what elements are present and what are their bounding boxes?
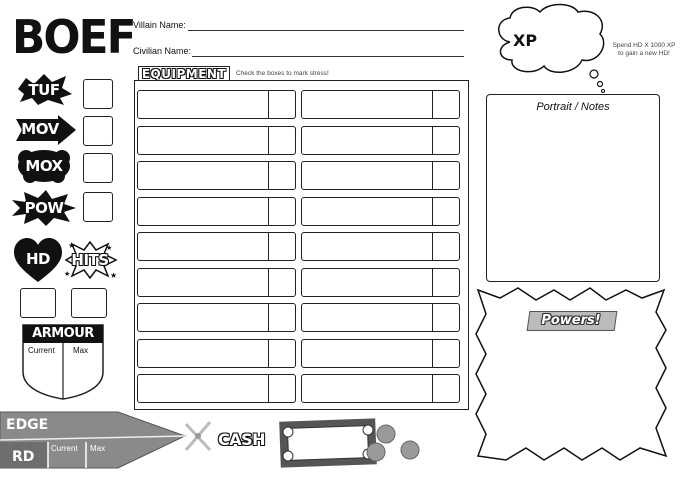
cash-value-field[interactable] <box>290 430 362 452</box>
stress-checkbox[interactable] <box>432 91 459 118</box>
edge-label: EDGE <box>6 417 49 433</box>
pow-label: POW <box>24 199 64 217</box>
hd-value-box[interactable] <box>20 288 56 318</box>
equipment-title: EQUIPMENT <box>138 66 230 81</box>
villain-name-field[interactable] <box>188 20 464 31</box>
pow-value-box[interactable] <box>83 192 113 222</box>
portrait-notes-title: Portrait / Notes <box>536 101 610 113</box>
stress-checkbox[interactable] <box>268 127 295 154</box>
mox-label: MOX <box>25 157 63 175</box>
armour-current-label: Current <box>28 346 55 355</box>
svg-text:★: ★ <box>64 271 71 278</box>
rd-current-field[interactable] <box>50 454 84 468</box>
equipment-slot[interactable] <box>301 90 460 119</box>
hd-label: HD <box>25 250 50 268</box>
stress-checkbox[interactable] <box>432 304 459 331</box>
stress-checkbox[interactable] <box>268 304 295 331</box>
stress-checkbox[interactable] <box>432 375 459 402</box>
xp-note <box>610 42 678 58</box>
stress-checkbox[interactable] <box>432 269 459 296</box>
edge-max-label: Max <box>90 444 106 453</box>
stress-checkbox[interactable] <box>268 340 295 367</box>
equipment-slot[interactable] <box>301 197 460 226</box>
civilian-name-label: Civilian Name: <box>133 46 192 56</box>
equipment-hint: Check the boxes to mark stress! <box>236 70 329 77</box>
xp-value-field[interactable] <box>520 52 580 68</box>
equipment-slot[interactable] <box>301 161 460 190</box>
equipment-slot[interactable] <box>301 126 460 155</box>
app-logo: BOEF <box>12 10 135 64</box>
equipment-slot[interactable] <box>137 374 296 403</box>
stress-checkbox[interactable] <box>268 375 295 402</box>
armour-title: ARMOUR <box>32 326 94 341</box>
rd-label: RD <box>12 449 35 465</box>
xp-thought-cloud-icon <box>490 2 612 94</box>
hits-label: HITS <box>71 251 109 269</box>
stress-checkbox[interactable] <box>432 162 459 189</box>
stress-checkbox[interactable] <box>268 162 295 189</box>
mox-value-box[interactable] <box>83 153 113 183</box>
powers-title: Powers! <box>541 313 601 328</box>
equipment-slot[interactable] <box>137 126 296 155</box>
tuf-label: TUF <box>28 81 60 99</box>
equipment-slot[interactable] <box>137 303 296 332</box>
xp-note-line2: to gain a new HD! <box>618 50 670 57</box>
equipment-slot[interactable] <box>137 232 296 261</box>
equipment-slot[interactable] <box>137 90 296 119</box>
equipment-slot[interactable] <box>137 268 296 297</box>
hits-value-box[interactable] <box>71 288 107 318</box>
civilian-name-field[interactable] <box>192 46 464 57</box>
edge-current-label: Current <box>51 444 78 453</box>
xp-note-line1: Spend HD X 1000 XP <box>612 42 676 49</box>
stress-checkbox[interactable] <box>432 198 459 225</box>
equipment-slot[interactable] <box>137 161 296 190</box>
villain-name-label: Villain Name: <box>133 20 186 30</box>
equipment-slot[interactable] <box>137 197 296 226</box>
tuf-value-box[interactable] <box>83 79 113 109</box>
stress-checkbox[interactable] <box>268 198 295 225</box>
stress-checkbox[interactable] <box>268 91 295 118</box>
equipment-slot[interactable] <box>301 232 460 261</box>
stress-checkbox[interactable] <box>432 127 459 154</box>
rd-max-field[interactable] <box>88 454 122 468</box>
equipment-panel <box>134 80 469 410</box>
svg-text:★: ★ <box>110 271 118 280</box>
cash-label: CASH <box>218 430 266 449</box>
mov-label: MOV <box>21 120 59 138</box>
equipment-slot[interactable] <box>301 303 460 332</box>
stress-checkbox[interactable] <box>432 233 459 260</box>
equipment-slot[interactable] <box>301 374 460 403</box>
mov-value-box[interactable] <box>83 116 113 146</box>
powers-text-area[interactable] <box>496 336 646 436</box>
svg-text:★: ★ <box>106 245 113 252</box>
equipment-slot[interactable] <box>137 339 296 368</box>
equipment-slot[interactable] <box>301 339 460 368</box>
xp-label: XP <box>513 31 538 50</box>
portrait-notes-panel[interactable] <box>486 94 660 282</box>
svg-text:★: ★ <box>68 241 76 250</box>
armour-current-field[interactable] <box>24 356 62 396</box>
stress-checkbox[interactable] <box>432 340 459 367</box>
stress-checkbox[interactable] <box>268 269 295 296</box>
armour-max-label: Max <box>73 346 89 355</box>
equipment-slot[interactable] <box>301 268 460 297</box>
stress-checkbox[interactable] <box>268 233 295 260</box>
armour-max-field[interactable] <box>64 356 102 396</box>
